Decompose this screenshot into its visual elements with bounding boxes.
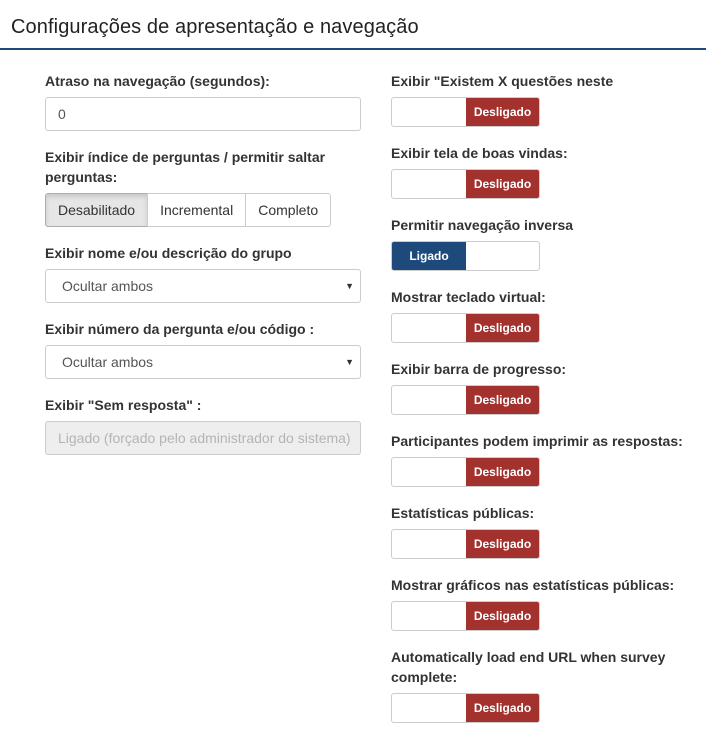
question-index-label-line2: perguntas: (45, 169, 118, 185)
question-number-select[interactable] (45, 345, 361, 379)
toggle-off-state: Desligado (466, 458, 539, 486)
no-answer-input: Ligado (forçado pelo administrador do sistema) (45, 421, 361, 455)
group-info-select[interactable] (45, 269, 361, 303)
toggle-off-state: Desligado (466, 694, 539, 722)
question-index-option-complete[interactable]: Completo (245, 193, 331, 227)
toggle-print-answers[interactable] (391, 457, 540, 487)
delay-label: Atraso na navegação (segundos): (45, 73, 270, 89)
group-info-select-value: Ocultar ambos (62, 278, 154, 294)
toggle-off-state: Desligado (466, 314, 539, 342)
toggle-label-virtual-keyboard: Mostrar teclado virtual: (391, 289, 546, 305)
no-answer-label: Exibir "Sem resposta" : (45, 397, 202, 413)
toggle-label-backward-navigation: Permitir navegação inversa (391, 217, 574, 233)
toggle-backward-navigation[interactable] (391, 241, 540, 271)
toggle-public-charts[interactable] (391, 601, 540, 631)
toggle-label-public-statistics: Estatísticas públicas: (391, 505, 535, 521)
toggle-off-state: Desligado (466, 386, 539, 414)
toggle-question-count[interactable] (391, 97, 540, 127)
question-number-select-value: Ocultar ambos (62, 354, 154, 370)
toggle-off-state: Desligado (466, 98, 539, 126)
toggle-off-state: Desligado (466, 602, 539, 630)
toggle-label-question-count: Exibir "Existem X questões neste (391, 73, 614, 89)
toggle-public-statistics[interactable] (391, 529, 540, 559)
page-title: Configurações de apresentação e navegação (11, 16, 419, 38)
toggle-welcome[interactable] (391, 169, 540, 199)
toggle-off-state: Desligado (466, 530, 539, 558)
question-index-button-group (45, 193, 331, 227)
toggle-virtual-keyboard[interactable] (391, 313, 540, 343)
toggle-label-autoload-url-line1: Automatically load end URL when survey (391, 649, 666, 665)
group-info-label: Exibir nome e/ou descrição do grupo (45, 245, 292, 261)
question-number-label: Exibir número da pergunta e/ou código : (45, 321, 315, 337)
caret-down-icon: ▼ (345, 281, 354, 291)
caret-down-icon: ▼ (345, 357, 354, 367)
question-index-option-incremental[interactable]: Incremental (147, 193, 246, 227)
toggle-autoload-url[interactable] (391, 693, 540, 723)
toggle-label-print-answers: Participantes podem imprimir as respostas: (391, 433, 683, 449)
toggle-on-state: Ligado (392, 242, 466, 270)
question-index-option-disabled[interactable]: Desabilitado (45, 193, 148, 227)
question-index-label-line1: Exibir índice de perguntas / permitir saltar (45, 149, 326, 165)
toggle-progress-bar[interactable] (391, 385, 540, 415)
page-header (0, 0, 706, 50)
toggle-label-public-charts: Mostrar gráficos nas estatísticas públicas: (391, 577, 675, 593)
delay-input[interactable]: 0 (45, 97, 361, 131)
toggle-label-progress-bar: Exibir barra de progresso: (391, 361, 567, 377)
toggle-label-autoload-url-line2: complete: (391, 669, 458, 685)
toggle-label-welcome: Exibir tela de boas vindas: (391, 145, 568, 161)
toggle-off-state: Desligado (466, 170, 539, 198)
